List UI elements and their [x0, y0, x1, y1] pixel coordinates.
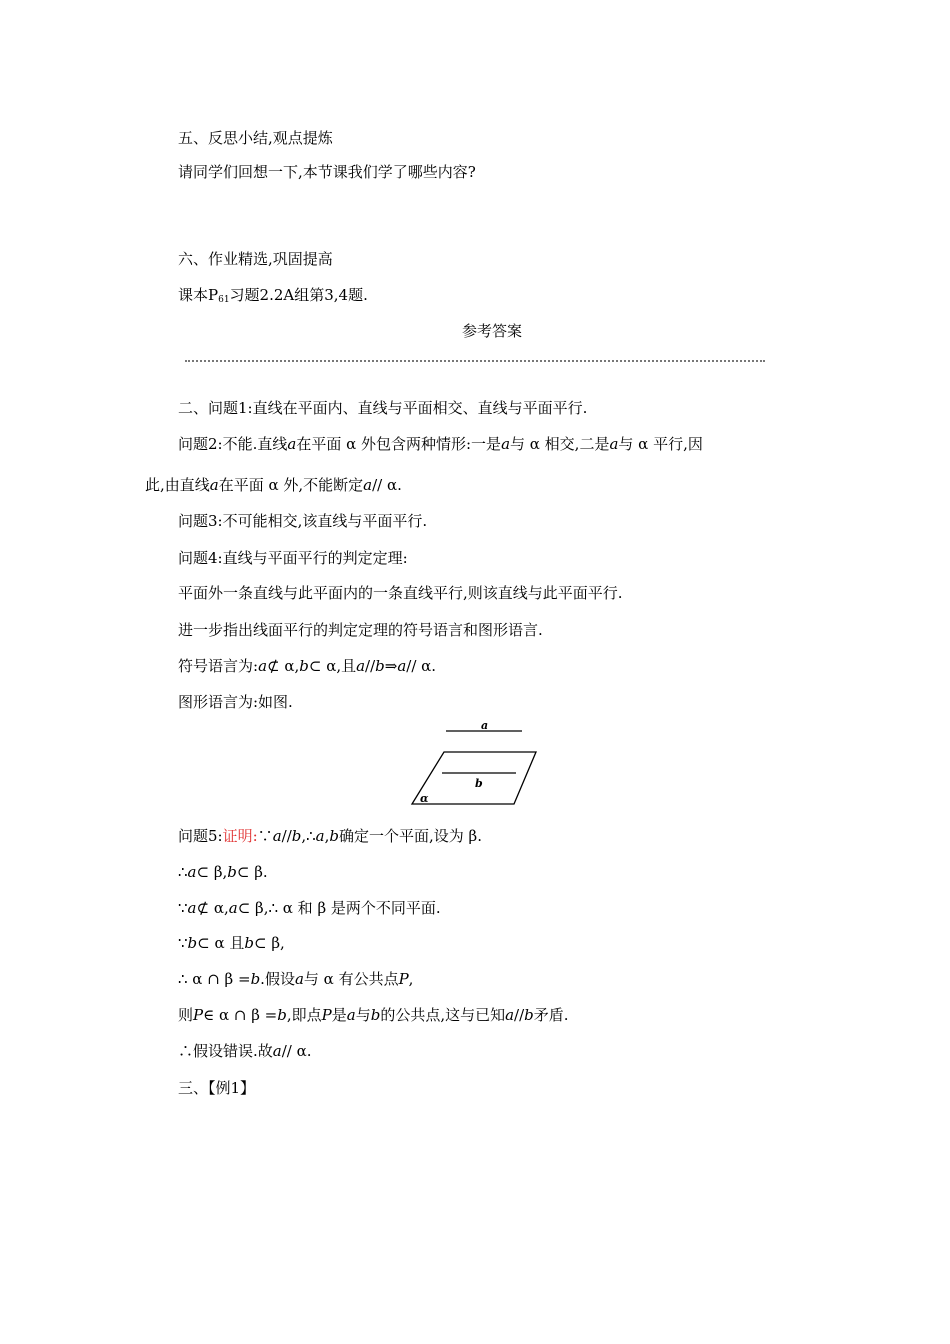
label-a: a: [481, 719, 489, 732]
section5-heading: 五、反思小结,观点提炼: [178, 129, 333, 147]
graphic-language: 图形语言为:如图.: [178, 693, 293, 711]
question5-line2: ∴a⊂ β,b⊂ β.: [178, 863, 268, 881]
question5-line6: 则P∈ α ∩ β =b,即点P是a与b的公共点,这与已知a//b矛盾.: [178, 1006, 569, 1024]
answers-title: 参考答案: [461, 322, 522, 340]
question4-title: 问题4:直线与平面平行的判定定理:: [178, 549, 408, 567]
question5-line1: 问题5:证明:∵a//b,∴a,b确定一个平面,设为 β.: [178, 827, 482, 845]
homework-line: 课本$P_{61}$习题2.2A组第3,4题.: [178, 286, 368, 305]
dotted-divider: [185, 360, 765, 362]
symbolic-language: 符号语言为:a⊄ α,b⊂ α,且a//b⇒a// α.: [178, 657, 437, 675]
theorem-further: 进一步指出线面平行的判定定理的符号语言和图形语言.: [178, 621, 543, 639]
section3-example-heading: 三、【例1】: [178, 1079, 256, 1097]
label-alpha: α: [420, 792, 429, 805]
question5-line7: ∴假设错误.故a// α.: [178, 1042, 312, 1060]
question5-line4: ∵b⊂ α 且b⊂ β,: [178, 934, 285, 952]
section6-heading: 六、作业精选,巩固提高: [178, 250, 333, 268]
label-b: b: [475, 777, 483, 790]
question3-answer: 问题3:不可能相交,该直线与平面平行.: [178, 512, 428, 530]
section5-question: 请同学们回想一下,本节课我们学了哪些内容?: [178, 163, 476, 181]
theorem-statement: 平面外一条直线与此平面内的一条直线平行,则该直线与此平面平行.: [178, 584, 623, 602]
question5-line5: ∴ α ∩ β =b.假设a与 α 有公共点P,: [178, 970, 414, 988]
question1-answer: 二、问题1:直线在平面内、直线与平面相交、直线与平面平行.: [178, 399, 588, 417]
line-plane-parallel-figure: [400, 714, 550, 810]
proof-label: 证明:: [222, 827, 258, 845]
question2-answer-line2: 此,由直线a在平面 α 外,不能断定a// α.: [145, 476, 402, 494]
question2-answer-line1: 问题2:不能.直线a在平面 α 外包含两种情形:一是a与 α 相交,二是a与 α 平行,因: [178, 435, 703, 453]
question5-line3: ∵a⊄ α,a⊂ β,∴ α 和 β 是两个不同平面.: [178, 899, 441, 917]
plane-alpha: [412, 752, 536, 804]
